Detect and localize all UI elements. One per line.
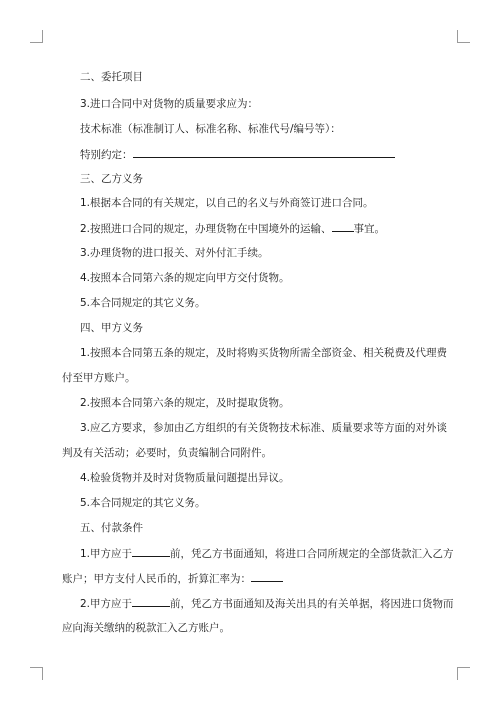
page-corner-mark-top-left (30, 30, 43, 43)
section-heading-payment-terms: 五、付款条件 (80, 522, 143, 534)
party-b-obligation-3: 3.办理货物的进口报关、对外付汇手续。 (80, 247, 269, 259)
page-corner-mark-top-right (457, 30, 470, 43)
payment-term-2-line1 (80, 596, 454, 611)
section-heading-entrusted-items: 二、委托项目 (80, 71, 143, 83)
party-b-obligation-4: 4.按照本合同第六条的规定向甲方交付货物。 (80, 272, 290, 284)
payment-term-2-date-blank[interactable] (132, 596, 170, 607)
payment-term-2-line2: 应向海关缴纳的税款汇入乙方账户。 (62, 622, 230, 634)
exchange-rate-blank[interactable] (251, 571, 283, 582)
paragraph-special-agreement (80, 147, 395, 162)
payment-term-1-prefix: 1.甲方应于 (80, 548, 133, 560)
payment-term-2-prefix: 2.甲方应于 (80, 598, 133, 610)
payment-term-1-line1 (80, 546, 454, 561)
paragraph-quality-requirement: 3.进口合同中对货物的质量要求应为： (80, 98, 259, 110)
page-corner-mark-bottom-left (30, 667, 43, 680)
party-a-obligation-5: 5.本合同规定的其它义务。 (80, 497, 206, 509)
paragraph-technical-standard: 技术标准（标准制订人、标准名称、标准代号/编号等）： (80, 123, 341, 135)
party-a-obligation-1-line2: 付至甲方账户。 (62, 372, 136, 384)
payment-term-1-text: 前，凭乙方书面通知，将进口合同所规定的全部货款汇入乙方 (170, 548, 454, 560)
payment-term-1-date-blank[interactable] (132, 546, 170, 557)
party-b-obligation-2-blank[interactable] (332, 221, 354, 232)
party-b-obligation-1: 1.根据本合同的有关规定，以自己的名义与外商签订进口合同。 (80, 197, 374, 209)
payment-term-1-line2 (62, 571, 283, 586)
party-b-obligation-2-text: 2.按照进口合同的规定，办理货物在中国境外的运输、 (80, 223, 332, 235)
payment-term-2-text: 前，凭乙方书面通知及海关出具的有关单据，将因进口货物而 (170, 598, 454, 610)
party-a-obligation-3-line1: 3.应乙方要求，参加由乙方组织的有关货物技术标准、质量要求等方面的对外谈 (80, 422, 448, 434)
section-heading-party-b-obligations: 三、乙方义务 (80, 173, 143, 185)
special-agreement-label: 特别约定： (80, 149, 133, 161)
party-a-obligation-4: 4.检验货物并及时对货物质量问题提出异议。 (80, 472, 290, 484)
party-b-obligation-2 (80, 221, 385, 236)
page-corner-mark-bottom-right (457, 667, 470, 680)
party-b-obligation-2-suffix: 事宜。 (353, 223, 386, 235)
payment-term-1-rate-label: 账户；甲方支付人民币的，折算汇率为： (62, 573, 251, 585)
party-a-obligation-1-line1: 1.按照本合同第五条的规定，及时将购买货物所需全部资金、相关税费及代理费 (80, 347, 448, 359)
party-b-obligation-5: 5.本合同规定的其它义务。 (80, 297, 206, 309)
party-a-obligation-3-line2: 判及有关活动；必要时，负责编制合同附件。 (62, 447, 272, 459)
special-agreement-blank[interactable] (133, 147, 395, 158)
party-a-obligation-2: 2.按照本合同第六条的规定，及时提取货物。 (80, 397, 290, 409)
section-heading-party-a-obligations: 四、甲方义务 (80, 322, 143, 334)
